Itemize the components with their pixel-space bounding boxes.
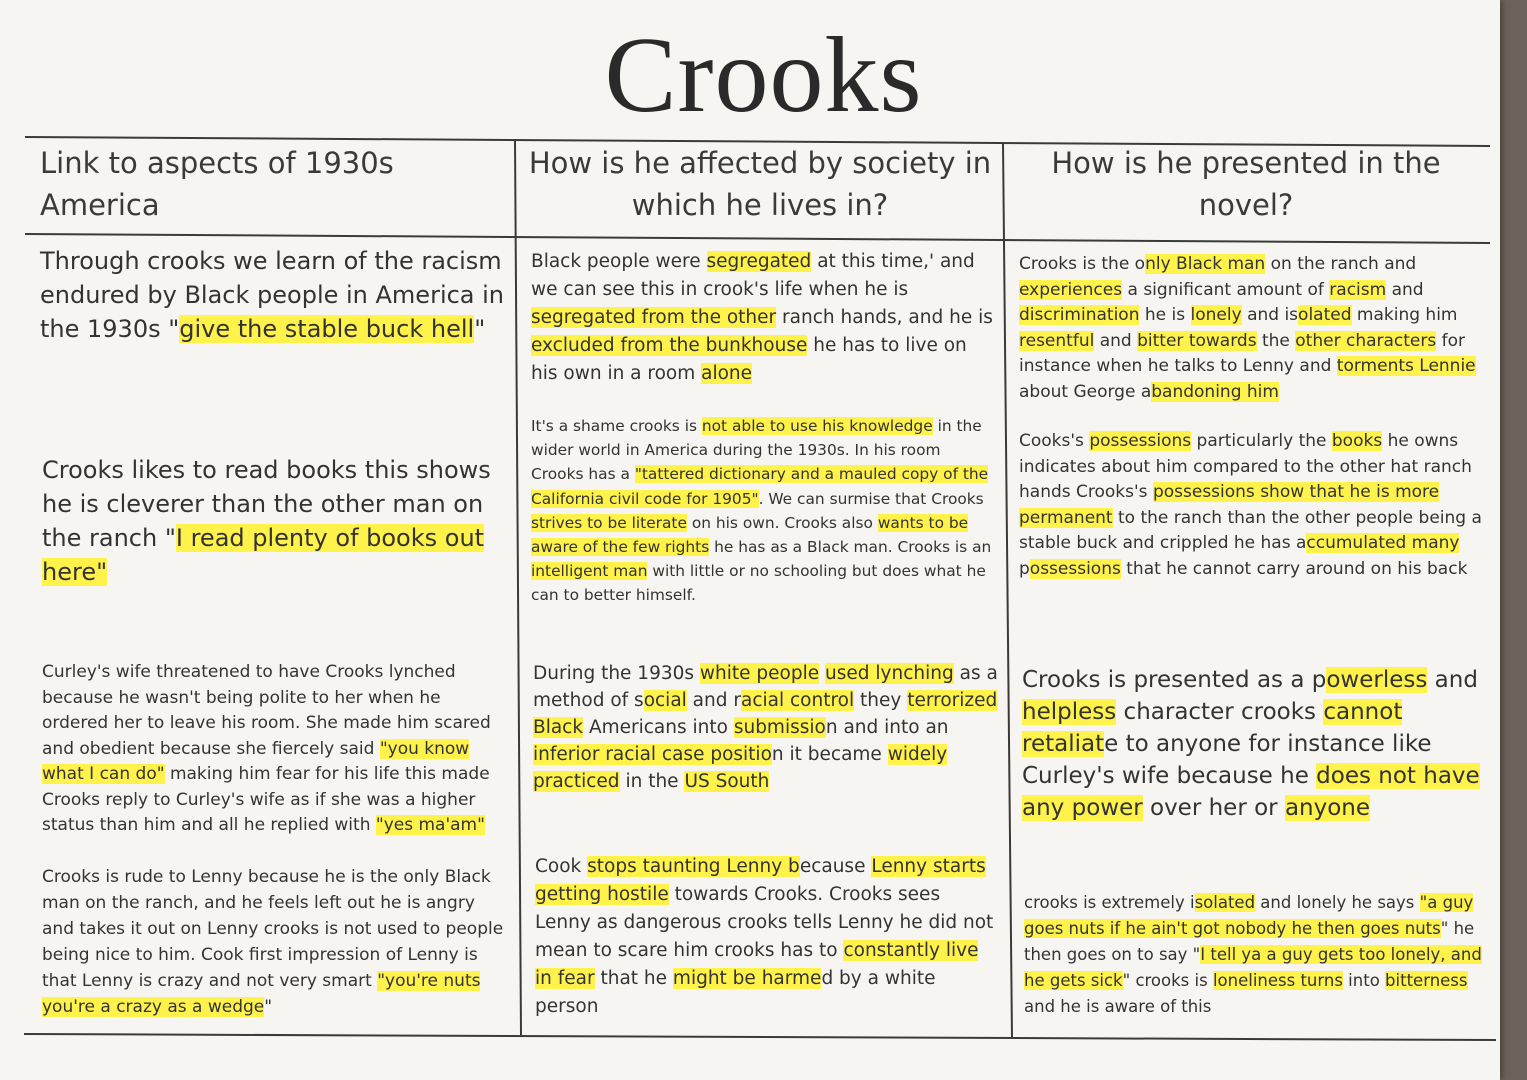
body-text: making him <box>1351 305 1458 325</box>
highlighted-text: cannot retaliat <box>1022 699 1403 757</box>
highlighted-text: terrorized Black <box>533 690 998 738</box>
body-text: making him fear for his life this made Crooks reply to Curley's wife as if she was a higher status than him and all he replied with <box>42 764 490 835</box>
page-title: Crooks <box>604 16 923 135</box>
body-text: Crooks is rude to Lenny because he is the only Black man on the ranch, and he feels left out he is angry and takes it out on Lenny crooks is not used to people being nice to him. Cook first impression of Lenny is that Lenny is crazy and not very smart <box>42 867 504 991</box>
cell-col1-rude-to-lenny <box>42 864 512 1020</box>
highlighted-text: segregated from the other <box>531 307 777 328</box>
highlighted-text: used lynching <box>825 663 954 684</box>
body-text: crooks is extremely i <box>1024 893 1195 912</box>
highlighted-text: white people <box>699 663 820 684</box>
body-text: ecause <box>799 856 872 877</box>
body-text: that he <box>594 968 673 989</box>
body-text: they <box>854 690 908 711</box>
highlighted-text: bitterness <box>1385 971 1468 990</box>
highlighted-text: "you're nuts you're a crazy as a wedge <box>42 971 481 1017</box>
highlighted-text: might be harme <box>672 968 822 989</box>
highlighted-text: ossessions <box>1029 558 1121 579</box>
highlighted-text: "a guy goes nuts if he ain't got nobody he then goes nuts <box>1024 893 1474 938</box>
highlighted-text: olated <box>1298 305 1352 325</box>
body-text: at this time,' and we can see this in crook's life when he is <box>531 251 975 300</box>
body-text: and <box>1386 279 1424 300</box>
highlighted-text: acial control <box>740 690 855 711</box>
body-text: . We can surmise that Crooks <box>758 489 984 508</box>
highlighted-text: nly Black man <box>1145 254 1266 274</box>
highlighted-text: alone <box>701 363 753 384</box>
body-text: over her or <box>1142 795 1285 821</box>
cell-col2-knowledge <box>531 414 996 608</box>
body-text: p <box>1019 558 1030 579</box>
highlighted-text: "yes ma'am" <box>375 815 485 835</box>
cell-col2-lynching <box>533 660 998 795</box>
highlighted-text: I read plenty of books out here" <box>42 524 485 586</box>
highlighted-text: widely practiced <box>533 744 948 792</box>
body-text: " he then goes on to say " <box>1024 919 1475 964</box>
body-text: towards Crooks. Crooks sees Lenny as dangerous crooks tells Lenny he did not mean to scare him crooks has to <box>535 884 994 961</box>
highlighted-text: not able to use his knowledge <box>701 417 933 435</box>
highlighted-text: anyone <box>1284 795 1371 821</box>
highlighted-text: segregated <box>706 251 812 272</box>
body-text: character crooks <box>1116 699 1324 725</box>
highlighted-text: racism <box>1329 279 1387 300</box>
highlighted-text: excluded from the bunkhouse <box>531 335 808 356</box>
body-text: on the ranch and <box>1265 254 1417 274</box>
highlighted-text: stops taunting Lenny b <box>587 856 800 877</box>
highlighted-text: intelligent man <box>531 562 648 581</box>
highlighted-text: ocial <box>643 690 687 711</box>
highlighted-text: submissio <box>733 717 826 738</box>
body-text: " <box>264 997 273 1017</box>
body-text: about George a <box>1019 381 1152 402</box>
body-text: Crooks likes to read books this shows he is cleverer than the other man on the ranch " <box>42 456 491 552</box>
highlighted-text: strives to be literate <box>531 513 687 532</box>
highlighted-text: lonely <box>1190 305 1242 325</box>
highlighted-text: loneliness turns <box>1212 971 1343 990</box>
cell-col2-taunting <box>535 853 995 1021</box>
highlighted-text: give the stable buck hell <box>179 315 475 343</box>
cell-col2-segregation <box>531 248 996 388</box>
body-text: he has to live on his own in a room <box>531 335 967 384</box>
column-header-society: How is he affected by society in which he lives in? <box>528 146 992 222</box>
cell-col3-powerless <box>1022 664 1487 824</box>
highlighted-text: Lenny starts getting hostile <box>535 856 986 905</box>
highlighted-text: ccumulated many <box>1306 533 1460 553</box>
body-text: Cook <box>535 856 588 877</box>
highlighted-text: "tattered dictionary and a mauled copy of the California civil code for 1905" <box>531 465 989 508</box>
body-text: in the <box>619 771 685 792</box>
highlighted-text: other characters <box>1295 330 1437 351</box>
body-text: with little or no schooling but does what he can to better himself. <box>531 562 986 605</box>
highlighted-text: does not have any power <box>1022 763 1480 821</box>
body-text: as a method of s <box>533 663 998 711</box>
highlighted-text: I tell ya a guy gets too lonely, and he gets sick <box>1024 945 1482 990</box>
highlighted-text: torments Lennie <box>1336 356 1476 376</box>
body-text: particularly the <box>1191 431 1332 451</box>
body-text: into <box>1342 971 1386 990</box>
body-text: he is <box>1139 305 1191 325</box>
cell-col3-possessions <box>1019 429 1484 582</box>
highlighted-text: books <box>1331 431 1383 451</box>
cell-col1-racism <box>40 244 510 346</box>
body-text: and he is aware of this <box>1024 997 1212 1016</box>
body-text: It's a shame crooks is <box>531 417 702 435</box>
highlighted-text: possessions show that he is more permanent <box>1019 482 1440 528</box>
column-header-1930s-america: Link to aspects of 1930s America <box>40 146 394 222</box>
body-text: Americans into <box>583 717 734 738</box>
body-text: a significant amount of <box>1122 279 1330 300</box>
body-text: d by a white person <box>535 968 936 1017</box>
body-text: for instance when he talks to Lenny and <box>1019 330 1466 376</box>
highlighted-text: bitter towards <box>1137 330 1257 351</box>
body-text: Cooks's <box>1019 431 1090 451</box>
body-text: and <box>1427 667 1478 693</box>
body-text: ranch hands, and he is <box>776 307 993 328</box>
body-text: Curley's wife threatened to have Crooks lynched because he wasn't being polite to her when he ordered her to leave his room. She made him scared and obedient because she fiercely said <box>42 662 491 759</box>
highlighted-text: possessions <box>1089 431 1192 451</box>
body-text: Crooks is the o <box>1019 254 1146 274</box>
highlighted-text: experiences <box>1019 279 1123 300</box>
body-text: n it became <box>771 744 888 765</box>
body-text: to the ranch than the other people being a stable buck and crippled he has a <box>1019 507 1482 553</box>
highlighted-text: inferior racial case positio <box>533 744 772 765</box>
body-text: " crooks is <box>1122 971 1213 990</box>
body-text: and <box>1094 330 1138 351</box>
body-text: Through crooks we learn of the racism endured by Black people in America in the 1930s " <box>40 247 505 343</box>
column-header-presentation: How is he presented in the novel? <box>1051 146 1441 222</box>
highlighted-text: helpless <box>1022 699 1117 725</box>
body-text: n and into an <box>825 717 949 738</box>
body-text: and r <box>686 690 741 711</box>
highlighted-text: US South <box>684 771 770 792</box>
body-text: Crooks is presented as a p <box>1022 667 1327 693</box>
highlighted-text: "you know what I can do" <box>42 738 470 784</box>
body-text: he has as a Black man. Crooks is an <box>709 538 992 557</box>
cell-col3-only-black-man <box>1019 252 1484 405</box>
highlighted-text: solated <box>1194 893 1256 912</box>
highlighted-text: constantly live in fear <box>535 940 979 989</box>
highlighted-text: owerless <box>1326 667 1428 693</box>
body-text: and lonely he says <box>1255 893 1420 912</box>
highlighted-text: bandoning him <box>1151 381 1279 402</box>
body-text: and is <box>1241 305 1299 325</box>
cell-col1-books <box>42 453 512 589</box>
body-text: Black people were <box>531 251 707 272</box>
highlighted-text: discrimination <box>1019 305 1140 325</box>
highlighted-text: wants to be aware of the few rights <box>531 513 969 557</box>
cell-col3-isolated <box>1024 890 1489 1020</box>
body-text: in the wider world in America during the 1930s. In his room Crooks has a <box>531 417 982 484</box>
body-text: " <box>474 315 486 343</box>
cell-col1-curleys-wife <box>42 660 512 839</box>
highlighted-text: resentful <box>1019 330 1095 351</box>
body-text: on his own. Crooks also <box>686 513 878 532</box>
body-text: he owns indicates about him compared to the other hat ranch hands Crooks's <box>1019 431 1472 502</box>
body-text: the <box>1256 330 1296 351</box>
body-text: that he cannot carry around on his back <box>1120 558 1468 579</box>
body-text: During the 1930s <box>533 663 700 684</box>
body-text: e to anyone for instance like Curley's wife because he <box>1022 731 1432 789</box>
